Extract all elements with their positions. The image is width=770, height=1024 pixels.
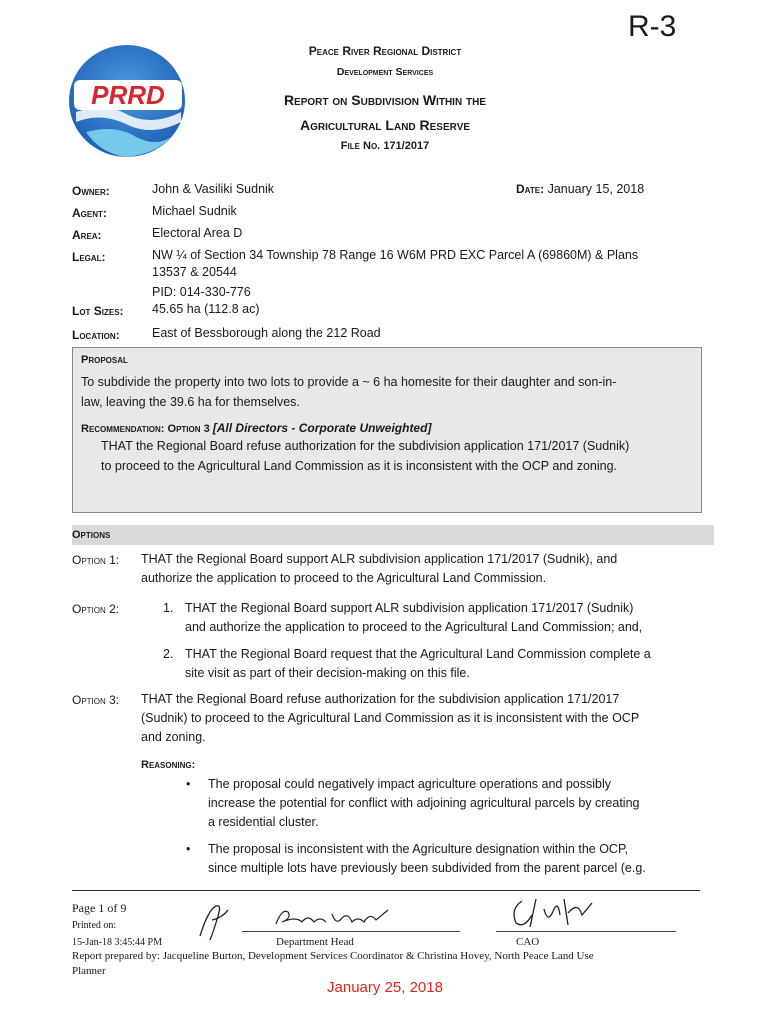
legal-line1: NW ¼ of Section 34 Township 78 Range 16 W6M PRD EXC Parcel A (69860M) & Plans [152,248,639,262]
option2-item2-number: 2. [163,647,174,661]
reason1-line2: increase the potential for conflict with adjoining agricultural parcels by creating [208,796,640,810]
legal-label: Legal: [72,250,106,264]
meeting-date: January 25, 2018 [327,979,443,996]
agent-value: Michael Sudnik [152,204,237,218]
printed-label: Printed on: [72,920,117,931]
reason2-line1: The proposal is inconsistent with the Agriculture designation within the OCP, [208,842,629,856]
pid-value: PID: 014-330-776 [152,285,251,299]
proposal-box [72,347,702,513]
option2-item1-line1: THAT the Regional Board support ALR subdivision application 171/2017 (Sudnik) [185,601,634,615]
option3-line1: THAT the Regional Board refuse authorization for the subdivision application 171/2017 [141,692,620,706]
options-title: Options [72,529,111,541]
proposal-line1: To subdivide the property into two lots to provide a ~ 6 ha homesite for their daughter and son-in- [81,375,617,389]
reason1-line1: The proposal could negatively impact agriculture operations and possibly [208,777,612,791]
legal-line2: 13537 & 20544 [152,265,237,279]
page-number: Page 1 of 9 [72,901,127,915]
option3-label: Option 3: [72,693,120,707]
department-head-label: Department Head [276,936,354,948]
agent-label: Agent: [72,206,107,220]
option2-item1-number: 1. [163,601,174,615]
recommendation-note: [All Directors - Corporate Unweighted] [212,421,432,435]
print-timestamp: 15-Jan-18 3:45:44 PM [72,937,162,948]
logo-text: PRRD [91,80,165,110]
location-value: East of Bessborough along the 212 Road [152,326,381,340]
proposal-title: Proposal [81,354,128,366]
option1-line1: THAT the Regional Board support ALR subdivision application 171/2017 (Sudnik), and [141,552,618,566]
reason1-line3: a residential cluster. [208,815,319,829]
prepared-by-line2: Planner [72,965,106,977]
recommendation-heading [81,421,431,435]
report-title-line1: Report on Subdivision Within the [283,92,487,108]
option2-label: Option 2: [72,602,120,616]
area-value: Electoral Area D [152,226,243,240]
bullet-icon: • [186,777,191,791]
cao-signature [508,895,598,931]
cao-signature-line [496,931,676,932]
bullet-icon: • [186,842,191,856]
option1-label: Option 1: [72,553,120,567]
file-label: File No. [340,140,381,152]
owner-value: John & Vasiliki Sudnik [152,182,275,196]
document-code: R-3 [628,10,677,43]
department-head-signature [272,904,392,932]
reasoning-label: Reasoning: [141,759,196,771]
option2-item1-line2: and authorize the application to proceed to the Agricultural Land Commission; and, [185,620,643,634]
location-label: Location: [72,328,120,342]
recommendation-line2: to proceed to the Agricultural Land Commission as it is inconsistent with the OCP and zoning. [101,459,618,473]
proposal-line2: law, leaving the 39.6 ha for themselves. [81,395,300,409]
area-label: Area: [72,228,102,242]
recommendation-line1: THAT the Regional Board refuse authorization for the subdivision application 171/2017 (Sudnik) [101,439,630,453]
lot-sizes-label: Lot Sizes: [72,304,124,318]
date-field [516,182,644,196]
option3-line3: and zoning. [141,730,206,744]
dept-name: Development Services [336,66,434,78]
report-title-line2: Agricultural Land Reserve [299,117,471,133]
date-value: January 15, 2018 [547,182,645,196]
option2-item2-line2: site visit as part of their decision-making on this file. [185,666,470,680]
lot-sizes-value: 45.65 ha (112.8 ac) [152,302,260,316]
option3-line2: (Sudnik) to proceed to the Agricultural Land Commission as it is inconsistent with the OCP [141,711,640,725]
recommendation-label: Recommendation: Option 3 [81,423,210,435]
option2-item2-line1: THAT the Regional Board request that the Agricultural Land Commission complete a [185,647,651,661]
owner-label: Owner: [72,184,110,198]
date-label: Date: [516,182,545,196]
initials-signature [196,900,236,940]
reason2-line2: since multiple lots have previously been subdivided from the parent parcel (e.g. [208,861,646,875]
options-header [72,525,714,545]
prepared-by-line1: Report prepared by: Jacqueline Burton, Development Services Coordinator & Christina Hovey, North Peace Land Use [72,950,594,962]
file-number [0,140,770,152]
file-value: 171/2017 [383,140,430,152]
org-name: Peace River Regional District [308,44,462,58]
footer-divider [72,890,700,891]
cao-label: CAO [516,936,540,948]
option1-line2: authorize the application to proceed to the Agricultural Land Commission. [141,571,547,585]
